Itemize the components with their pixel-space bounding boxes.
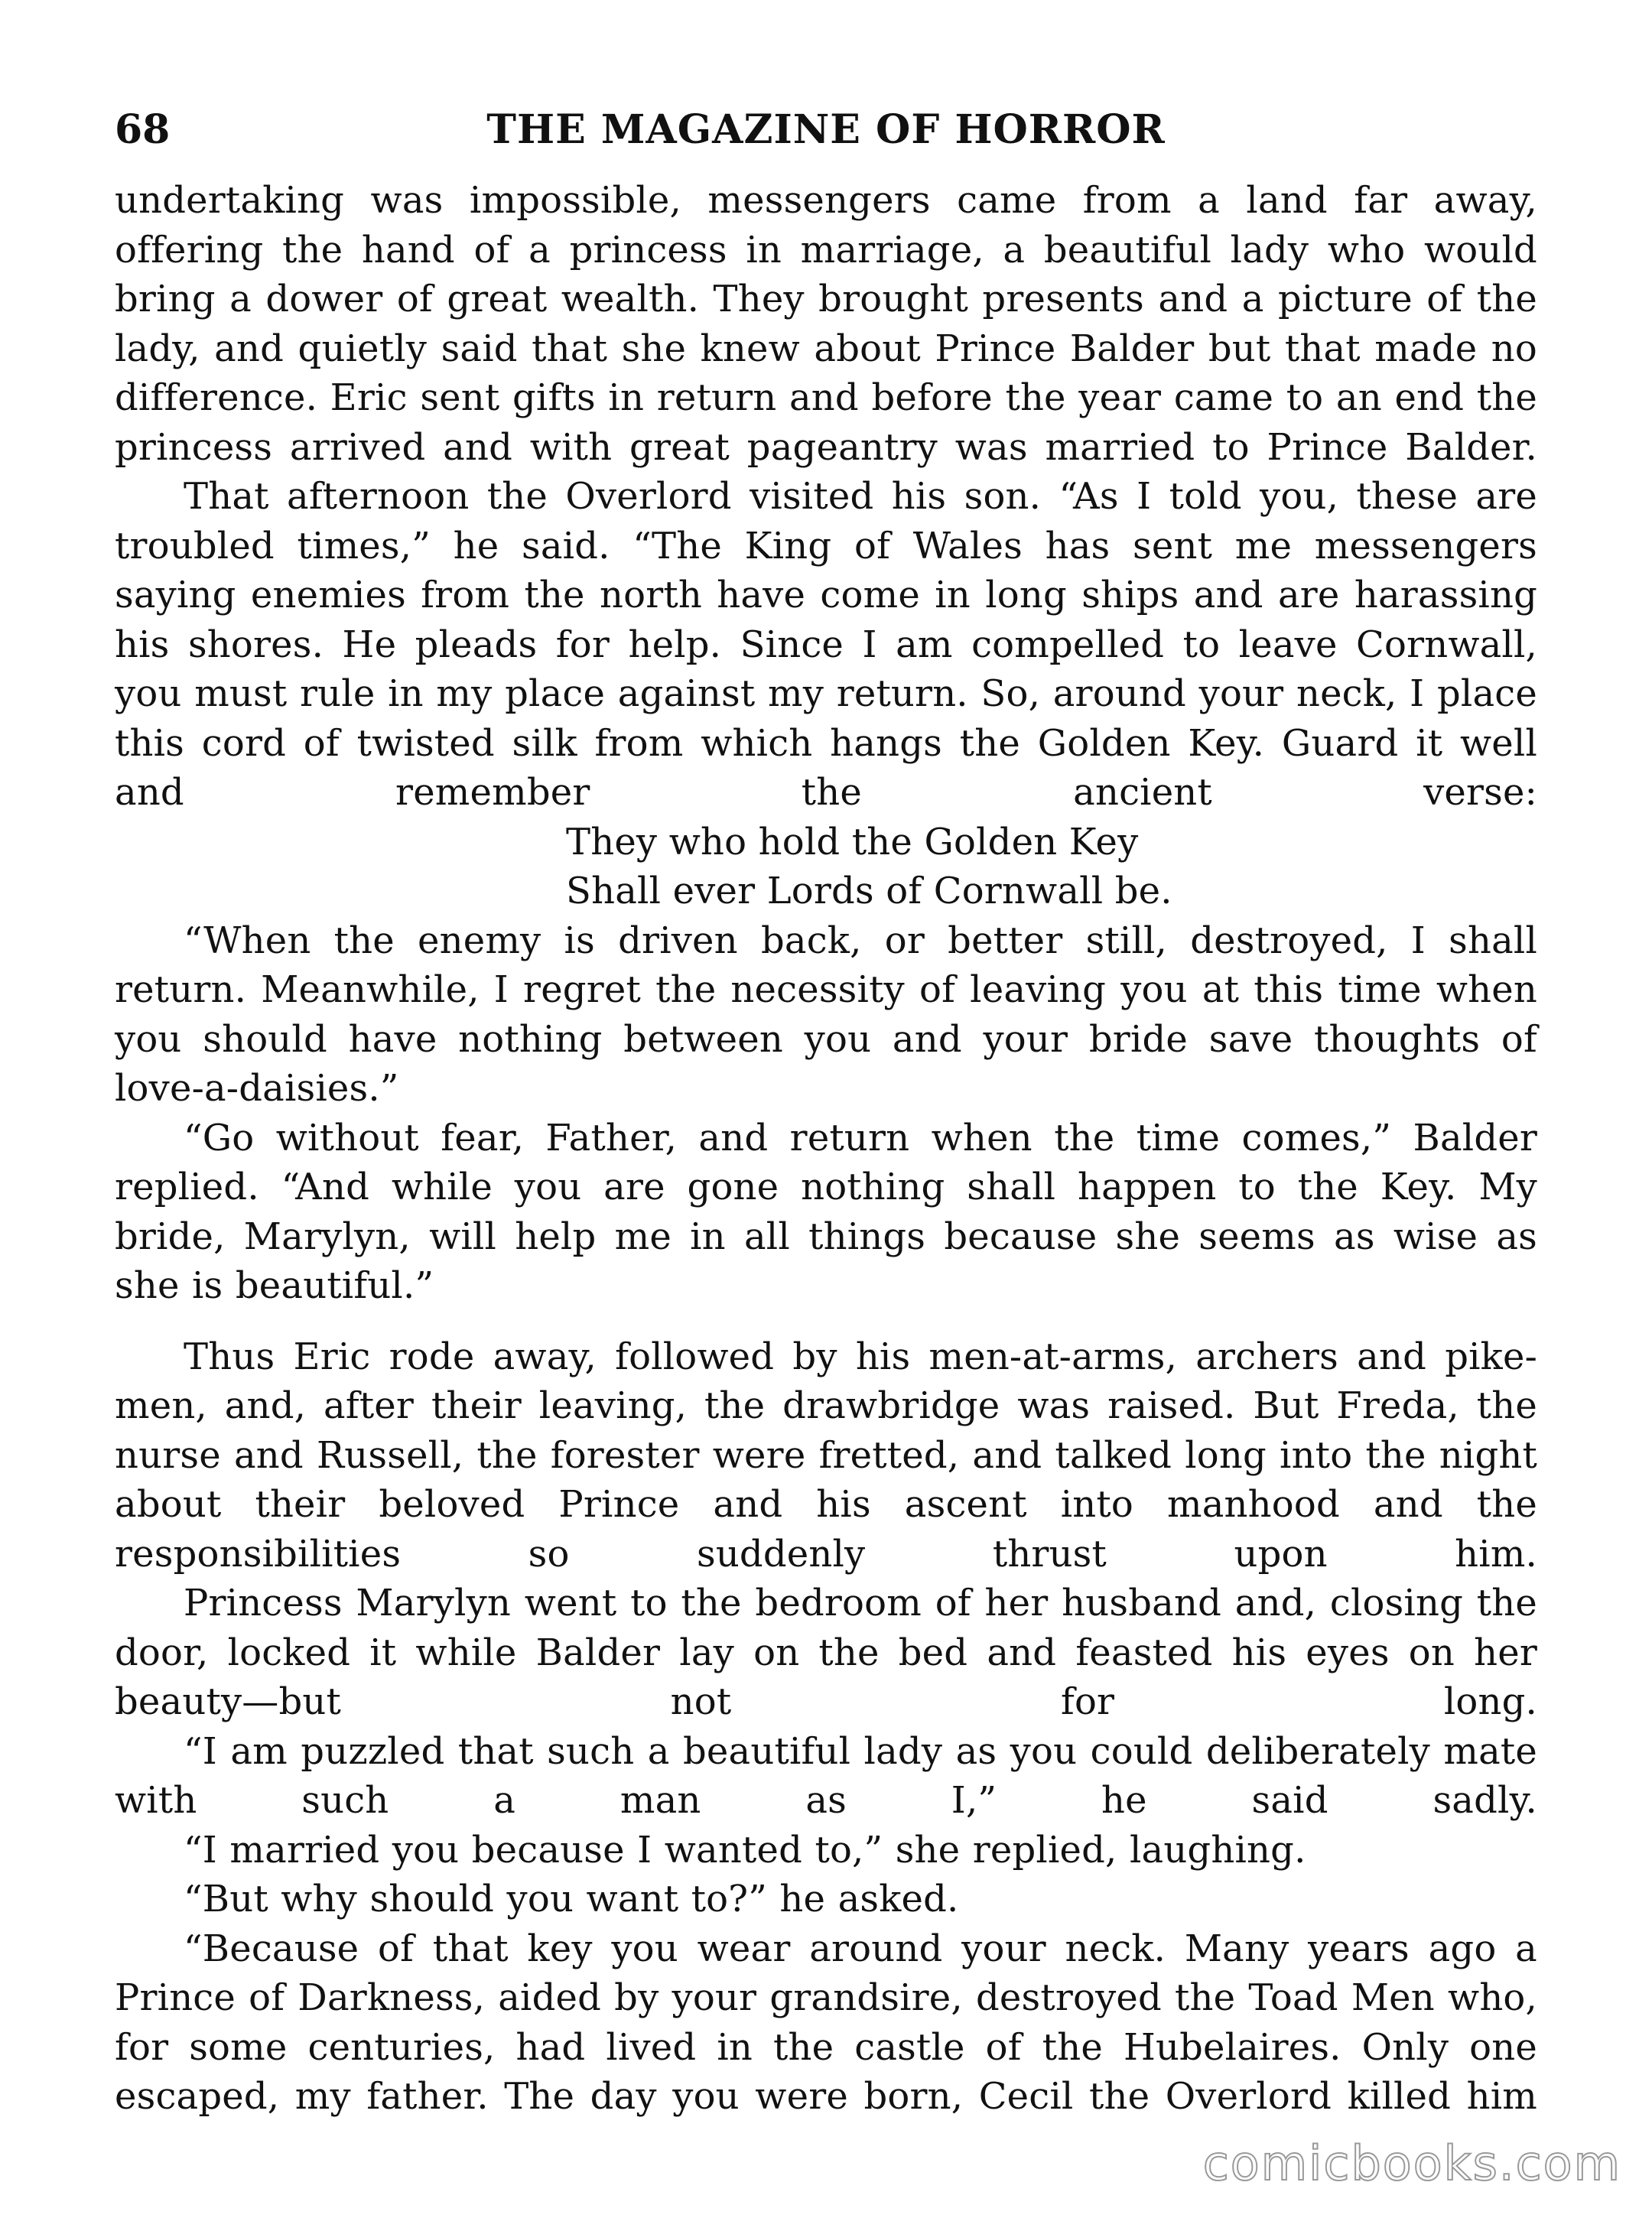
running-title: THE MAGAZINE OF HORROR	[486, 106, 1166, 153]
page-header	[115, 107, 1537, 168]
story-text	[115, 176, 1537, 2122]
paragraph-7: “I am puzzled that such a beautiful lady as you could deliberately mate with such a man as I,” he said sadly.	[115, 1729, 1537, 1822]
paragraph-9: “But why should you want to?” he asked.	[184, 1878, 959, 1920]
paragraph-3: “When the enemy is driven back, or better still, destroyed, I shall return. Meanwhile, I regret the necessity of leaving you at this time when you should have nothing between you and your bride save thoughts of love-a-daisies.”	[115, 919, 1537, 1110]
page-number: 68	[115, 106, 171, 153]
site-watermark: comicbooks.com	[1202, 2135, 1621, 2191]
paragraph-5: Thus Eric rode away, followed by his men-at-arms, archers and pike-men, and, after their leaving, the drawbridge was raised. But Freda, the nurse and Russell, the forester were fretted, and talked long into the night about their beloved Prince and his ascent into manhood and the responsibilities so suddenly thrust upon him.	[115, 1335, 1537, 1576]
paragraph-10: “Because of that key you wear around your neck. Many years ago a Prince of Darkness, aided by your grandsire, destroyed the Toad Men who, for some centuries, had lived in the castle of the Hubelaires. Only one escaped, my father. The day you were born, Cecil the Overlord killed him	[115, 1927, 1537, 2118]
verse	[115, 818, 1537, 916]
paragraph-1: undertaking was impossible, messengers came from a land far away, offering the hand of a princess in marriage, a beautiful lady who would bring a dower of great wealth. They brought presents and a picture of the lady, and quietly said that she knew about Prince Balder but that made no difference. Eric sent gifts in return and before the year came to an end the princess arrived and with great pageantry was married to Prince Balder.	[115, 179, 1537, 469]
verse-line-2: Shall ever Lords of Cornwall be.	[566, 870, 1172, 912]
paragraph-8: “I married you because I wanted to,” she replied, laughing.	[184, 1828, 1306, 1872]
paragraph-2: That afternoon the Overlord visited his son. “As I told you, these are troubled times,” he said. “The King of Wales has sent me messengers saying enemies from the north have come in long ships and are harassing his shores. He pleads for help. Since I am compelled to leave Cornwall, you must rule in my place against my return. So, around your neck, I place this cord of twisted silk from which hangs the Golden Key. Guard it well and remember the ancient verse:	[115, 475, 1537, 814]
paragraph-6: Princess Marylyn went to the bedroom of her husband and, closing the door, locked it while Balder lay on the bed and feasted his eyes on her beauty—but not for long.	[115, 1582, 1537, 1723]
paragraph-4: “Go without fear, Father, and return when the time comes,” Balder replied. “And while you are gone nothing shall happen to the Key. My bride, Marylyn, will help me in all things because she seems as wise as she is beautiful.”	[115, 1116, 1537, 1307]
verse-line-1: They who hold the Golden Key	[566, 820, 1139, 863]
